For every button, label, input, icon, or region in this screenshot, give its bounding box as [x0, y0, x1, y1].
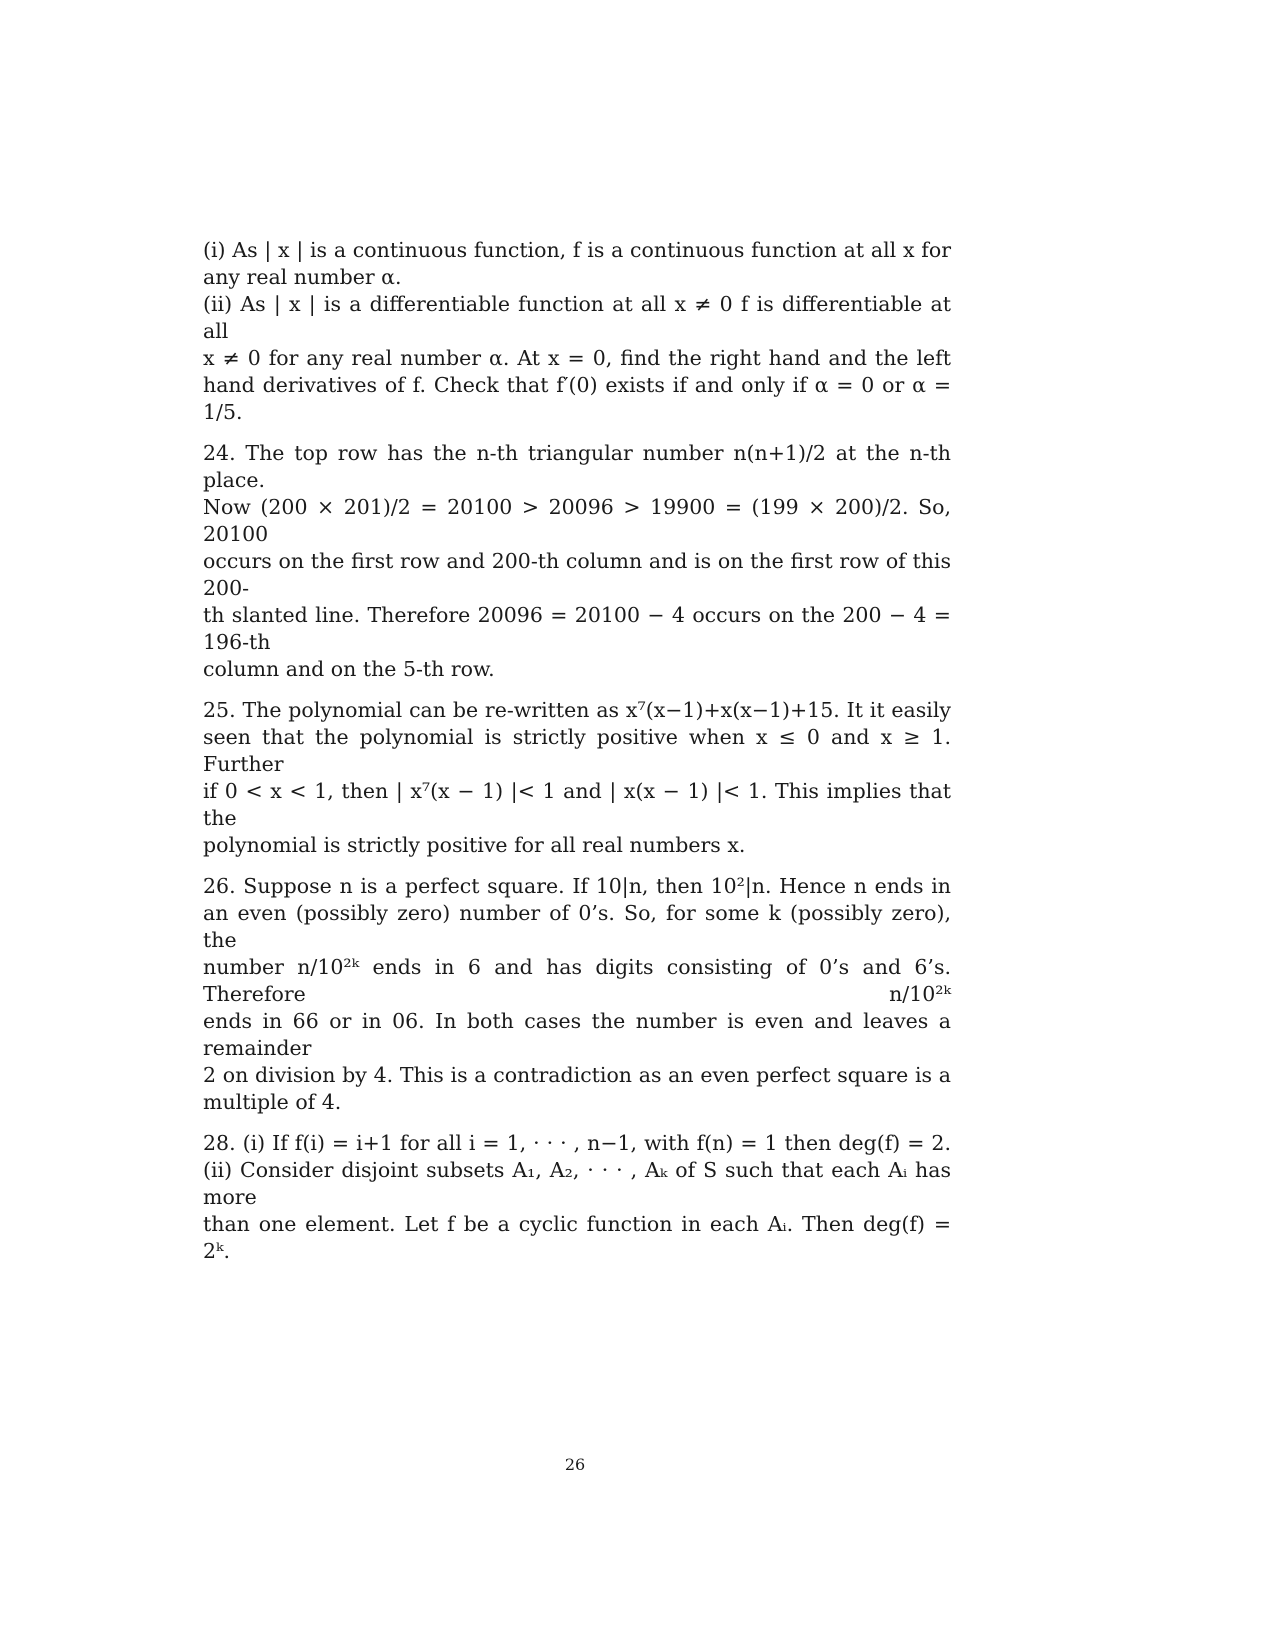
text-line: 26. Suppose n is a perfect square. If 10|n, then 10²|n. Hence n ends in	[203, 874, 951, 898]
text-line: (ii) As | x | is a differentiable function at all x ≠ 0 f is differentiable at all	[203, 292, 951, 343]
paragraph-26	[203, 873, 951, 1116]
paragraph-28	[203, 1130, 951, 1265]
page-number: 26	[564, 1455, 586, 1474]
text-line: 28. (i) If f(i) = i+1 for all i = 1, · · · , n−1, with f(n) = 1 then deg(f) = 2.	[203, 1131, 951, 1155]
text-line: th slanted line. Therefore 20096 = 20100 − 4 occurs on the 200 − 4 = 196-th	[203, 603, 951, 654]
text-line: ends in 66 or in 06. In both cases the number is even and leaves a remainder	[203, 1009, 951, 1060]
text-line: an even (possibly zero) number of 0’s. So, for some k (possibly zero), the	[203, 901, 951, 952]
paragraph-25	[203, 697, 951, 859]
text-line: x ≠ 0 for any real number α. At x = 0, find the right hand and the left	[203, 346, 951, 370]
text-line: hand derivatives of f. Check that f′(0) exists if and only if α = 0 or α = 1/5.	[203, 373, 951, 424]
text-line: (i) As | x | is a continuous function, f is a continuous function at all x for	[203, 238, 951, 262]
text-line: occurs on the first row and 200-th column and is on the first row of this 200-	[203, 549, 951, 600]
page-content	[203, 237, 951, 1279]
text-line: Now (200 × 201)/2 = 20100 > 20096 > 19900 = (199 × 200)/2. So, 20100	[203, 495, 951, 546]
text-line: (ii) Consider disjoint subsets A₁, A₂, · · · , Aₖ of S such that each Aᵢ has more	[203, 1158, 951, 1209]
text-line: number n/10²ᵏ ends in 6 and has digits consisting of 0’s and 6’s. Therefore n/10²ᵏ	[203, 955, 951, 1006]
text-line: 2 on division by 4. This is a contradiction as an even perfect square is a	[203, 1063, 951, 1087]
text-line: multiple of 4.	[203, 1090, 342, 1114]
text-line: any real number α.	[203, 265, 402, 289]
text-line: than one element. Let f be a cyclic function in each Aᵢ. Then deg(f) = 2ᵏ.	[203, 1212, 951, 1263]
text-line: 24. The top row has the n-th triangular number n(n+1)/2 at the n-th place.	[203, 441, 951, 492]
text-line: 25. The polynomial can be re-written as x⁷(x−1)+x(x−1)+15. It it easily	[203, 698, 951, 722]
paragraph-24	[203, 440, 951, 683]
text-line: polynomial is strictly positive for all real numbers x.	[203, 833, 746, 857]
paragraph-continuity	[203, 237, 951, 426]
text-line: column and on the 5-th row.	[203, 657, 495, 681]
text-line: seen that the polynomial is strictly positive when x ≤ 0 and x ≥ 1. Further	[203, 725, 951, 776]
text-line: if 0 < x < 1, then | x⁷(x − 1) |< 1 and | x(x − 1) |< 1. This implies that the	[203, 779, 951, 830]
